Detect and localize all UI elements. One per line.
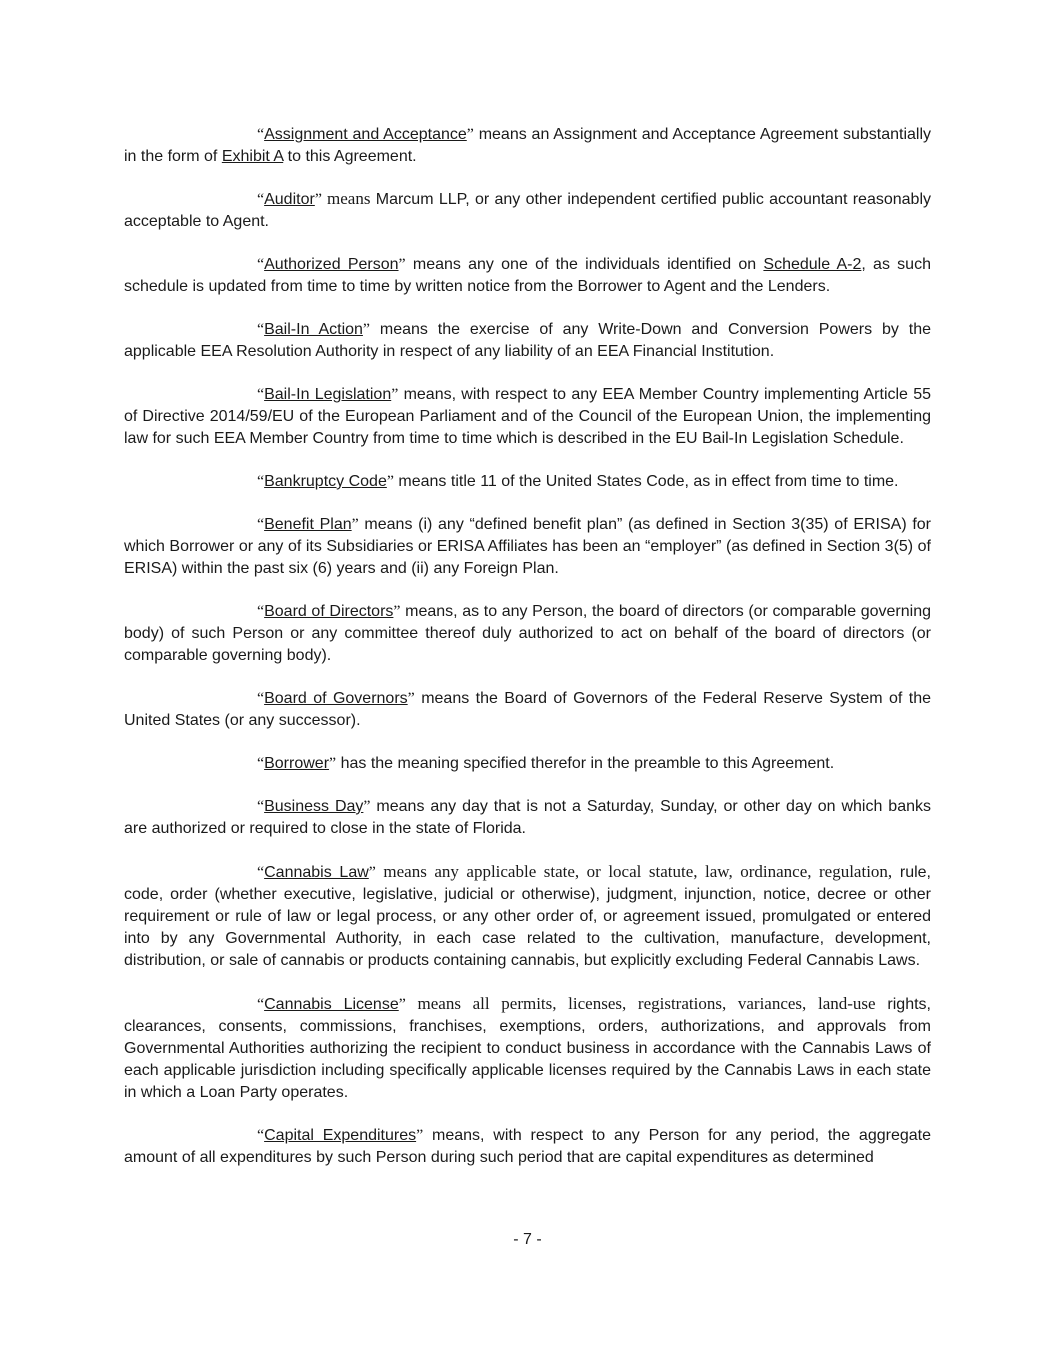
- exhibit-reference: Exhibit A: [221, 148, 284, 165]
- defined-term: Cannabis License: [264, 996, 399, 1013]
- defined-term: Cannabis Law: [264, 864, 369, 881]
- definition-bail-in-action: “Bail-In Action” means the exercise of any Write-Down and Conversion Powers by the applicable EEA Resolution Authority in respect of any liability of an EEA Financial Institution.: [124, 321, 931, 360]
- defined-term: Bankruptcy Code: [264, 473, 387, 490]
- defined-term: Business Day: [264, 798, 364, 815]
- definition-assignment-and-acceptance: “Assignment and Acceptance” means an Assignment and Acceptance Agreement substantially in the form of Exhibit A to this Agreement.: [124, 126, 931, 165]
- definition-capital-expenditures: “Capital Expenditures” means, with respect to any Person for any period, the aggregate amount of all expenditures by such Person during such period that are capital expenditures as determined: [124, 1127, 931, 1166]
- definition-borrower: “Borrower” has the meaning specified therefor in the preamble to this Agreement.: [257, 755, 835, 772]
- page-number: - 7 -: [513, 1231, 542, 1248]
- definition-business-day: “Business Day” means any day that is not a Saturday, Sunday, or other day on which banks are authorized or required to close in the state of Florida.: [124, 798, 931, 837]
- defined-term: Benefit Plan: [264, 516, 352, 533]
- definition-benefit-plan: “Benefit Plan” means (i) any “defined benefit plan” (as defined in Section 3(35) of ERISA) for which Borrower or any of its Subsidiaries or ERISA Affiliates has been an “employer” (as defined in Section 3(5) of ERISA) within the past six (6) years and (ii) any Foreign Plan.: [124, 516, 932, 577]
- definition-auditor: “Auditor” means Marcum LLP, or any other independent certified public accountant reasonably acceptable to Agent.: [124, 189, 931, 230]
- defined-term: Bail-In Legislation: [264, 386, 392, 403]
- definition-board-of-governors: “Board of Governors” means the Board of Governors of the Federal Reserve System of the United States (or any successor).: [124, 690, 932, 729]
- definition-cannabis-law: “Cannabis Law” means any applicable state, or local statute, law, ordinance, regulation, rule, code, order (whether executive, legislative, judicial or otherwise), judgment, injunction, notice, decree or other requirement or rule of law or legal process, or any other order of, or agreement issued, promulgated or entered into by any Governmental Authority, in each case related to the cultivation, manufacture, development, distribution, or sale of cannabis or products containing cannabis, but explicitly excluding Federal Cannabis Laws.: [124, 862, 932, 969]
- definition-cannabis-license: “Cannabis License” means all permits, licenses, registrations, variances, land-use rights, clearances, consents, commissions, franchises, exemptions, orders, authorizations, and approvals from Governmental Authorities authorizing the recipient to conduct business in accordance with the Cannabis Laws of each applicable jurisdiction including specifically applicable licenses required by the Cannabis Laws in each state in which a Loan Party operates.: [124, 994, 931, 1101]
- defined-term: Authorized Person: [264, 256, 399, 273]
- definition-bail-in-legislation: “Bail-In Legislation” means, with respect to any EEA Member Country implementing Article 55 of Directive 2014/59/EU of the European Parliament and of the Council of the European Union, the implementing law for such EEA Member Country from time to time which is described in the EU Bail-In Legislation Schedule.: [124, 386, 931, 447]
- defined-term: Bail-In Action: [264, 321, 363, 338]
- schedule-reference: Schedule A-2: [763, 256, 862, 273]
- defined-term: Board of Governors: [264, 690, 408, 707]
- defined-term: Assignment and Acceptance: [264, 126, 467, 143]
- definition-board-of-directors: “Board of Directors” means, as to any Person, the board of directors (or comparable governing body) of such Person or any committee thereof duly authorized to act on behalf of the board of directors (or comparable governing body).: [124, 603, 932, 664]
- definition-authorized-person: “Authorized Person” means any one of the individuals identified on Schedule A-2, as such schedule is updated from time to time by written notice from the Borrower to Agent and the Lenders.: [124, 256, 931, 295]
- definition-bankruptcy-code: “Bankruptcy Code” means title 11 of the United States Code, as in effect from time to time.: [257, 473, 899, 490]
- defined-term: Borrower: [264, 755, 330, 772]
- defined-term: Auditor: [264, 191, 315, 208]
- defined-term: Board of Directors: [264, 603, 394, 620]
- document-body: [124, 124, 931, 1190]
- defined-term: Capital Expenditures: [264, 1127, 417, 1144]
